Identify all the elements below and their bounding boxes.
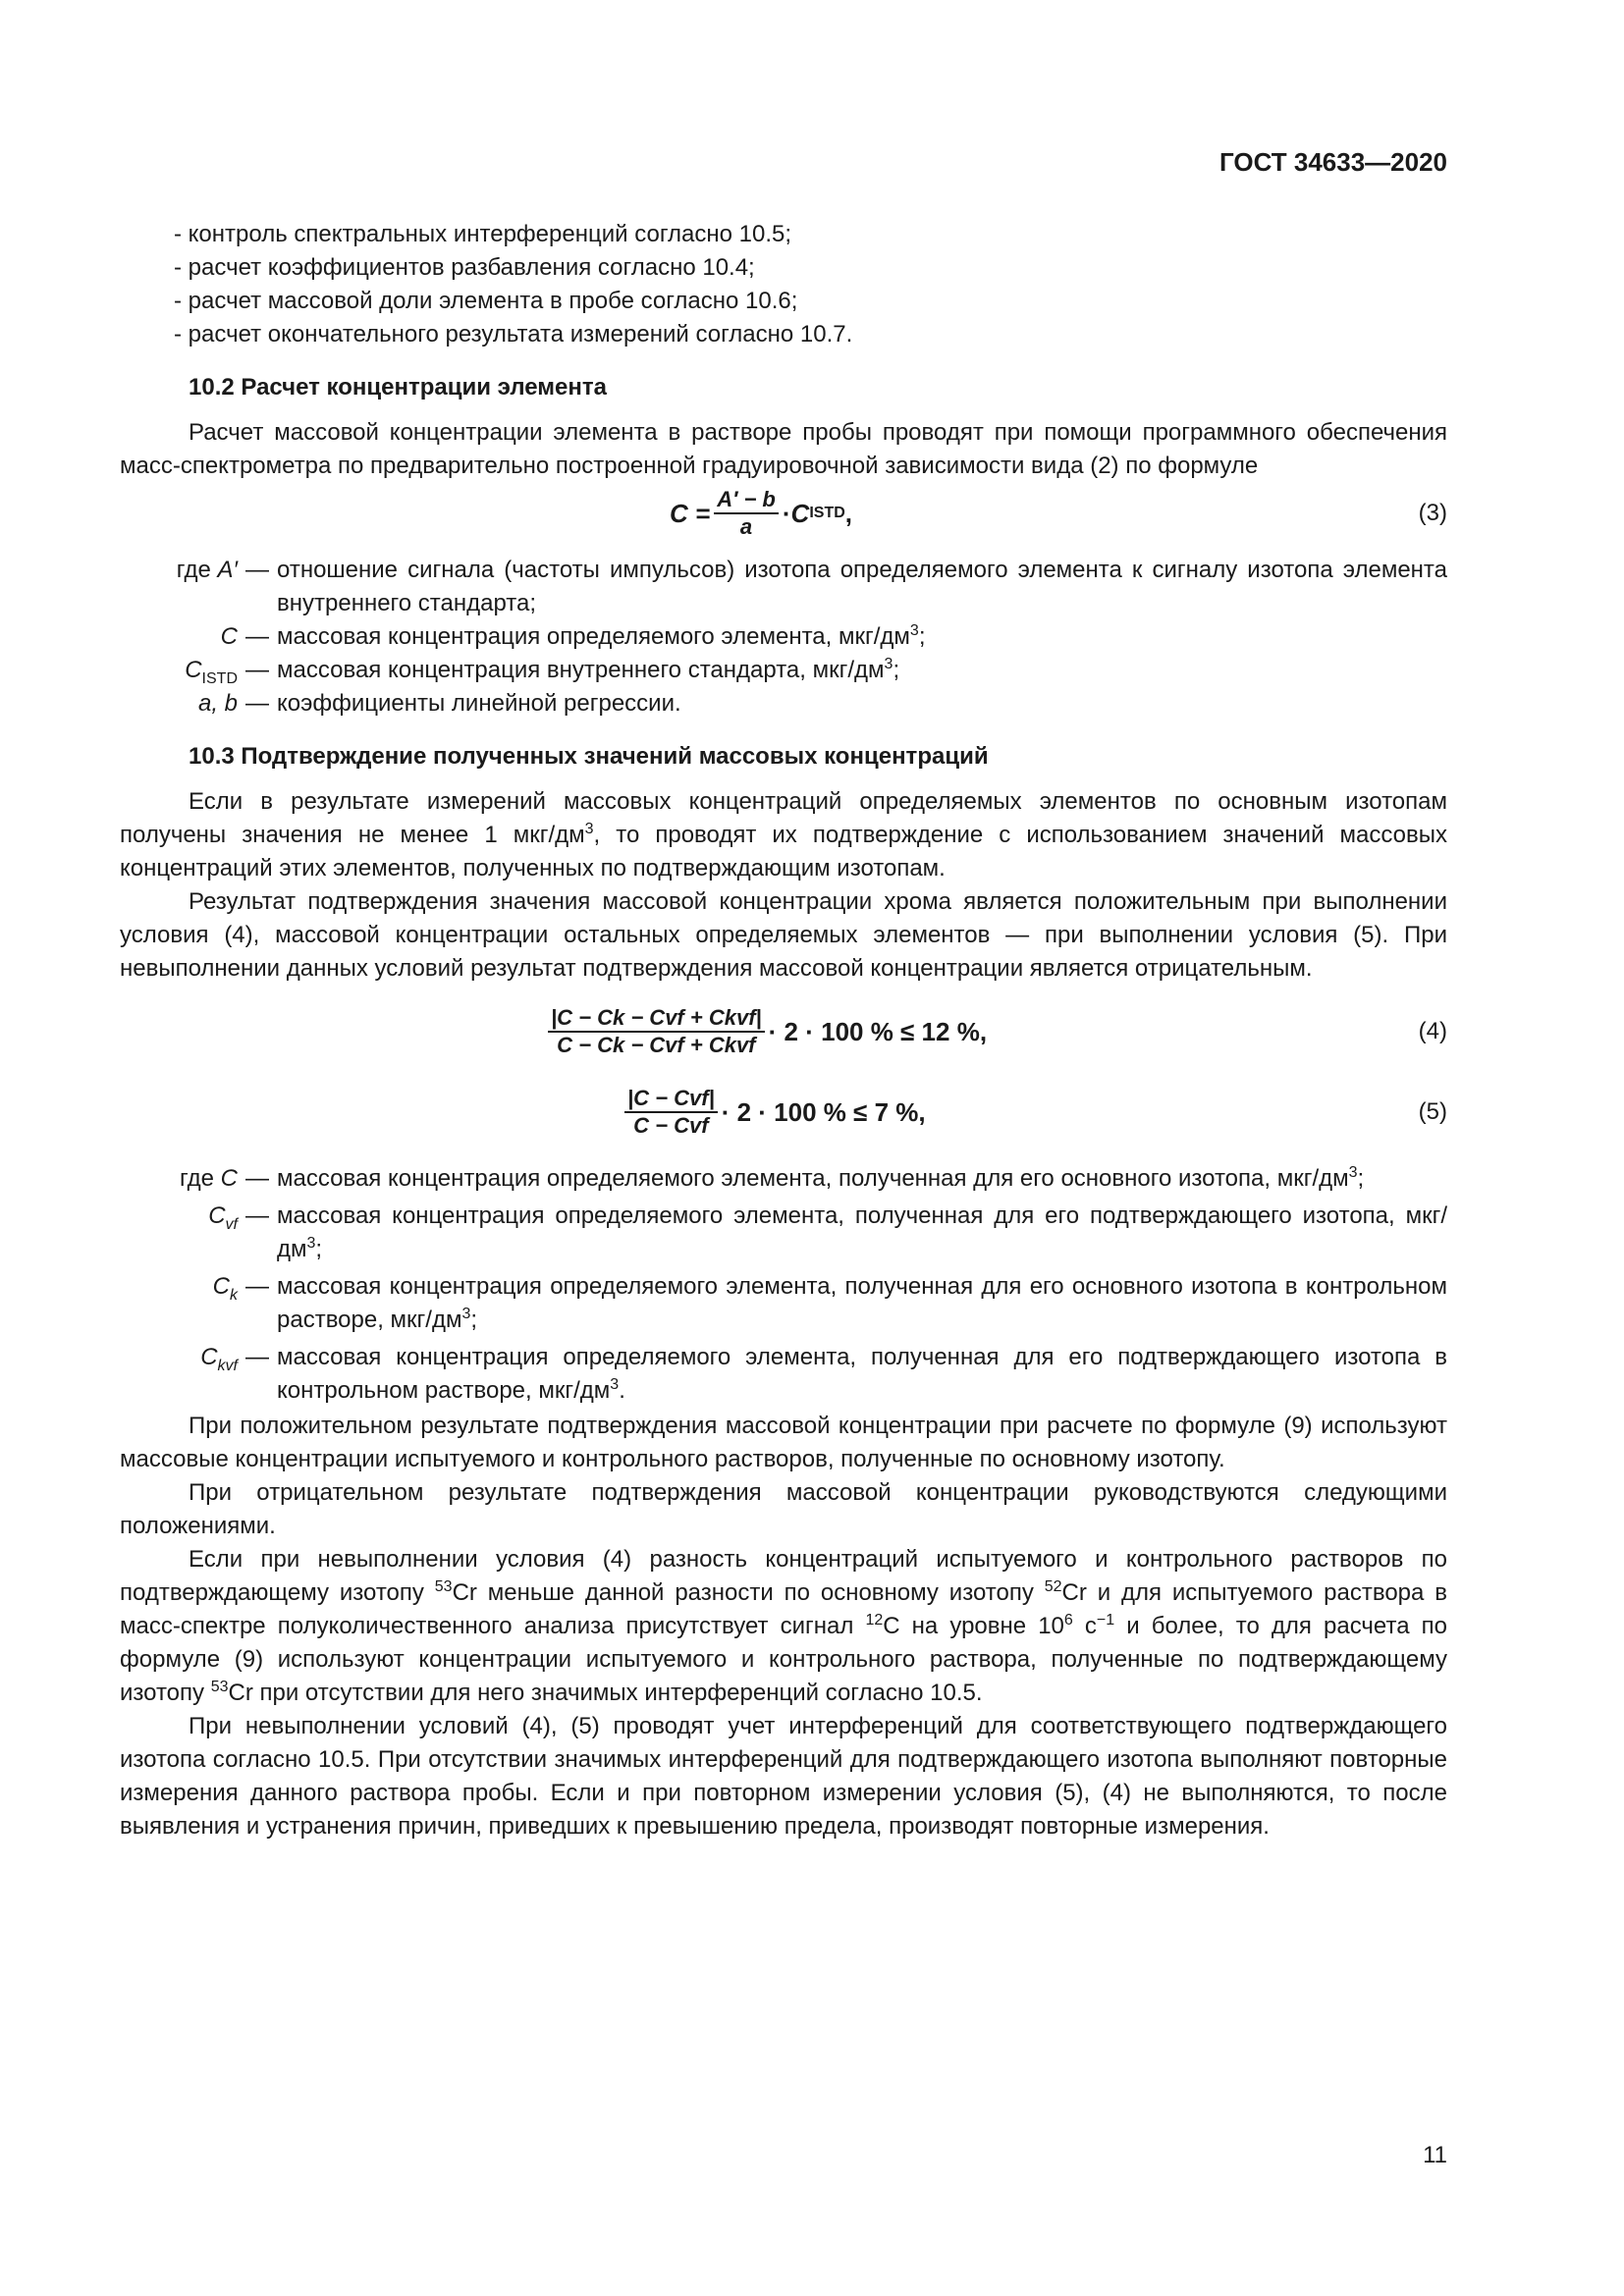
paragraph: При невыполнении условий (4), (5) проводят учет интерференций для соответствующего подтверждающего изотопа согласно 10.5. При отсутствии значимых интерференций для подтверждающего изотопа выполняют повторные измерения данного раствора пробы. Если и при повторном измерении условия (5), (4) не выполняются, то после выявления и устранения причин, приведших к превышению предела, производят повторные измерения. xyxy=(120,1713,1447,1840)
definition-end: ; xyxy=(315,1236,323,1262)
definition-term: C xyxy=(200,1344,218,1370)
term-subscript: vf xyxy=(225,1215,238,1233)
formula-tail: , xyxy=(844,499,853,528)
formula-fraction xyxy=(548,1005,765,1058)
definition-text: массовая концентрация внутреннего стандарта, мкг/дм xyxy=(277,657,885,683)
formula-3: C = $\frac{A' - b}{a}$ · C ISTD , (3) xyxy=(670,487,1447,539)
definition-dash: — xyxy=(245,1202,269,1229)
formula-number: (4) xyxy=(1418,1018,1447,1044)
paragraph: При отрицательном результате подтверждения массовой концентрации руководствуются следующими положениями. xyxy=(120,1479,1447,1539)
paragraph-text: Если в результате измерений массовых концентраций определяемых элементов по основным изотопам получены значения не менее 1 мкг/дм xyxy=(120,788,1447,848)
paragraph-text: с xyxy=(1072,1613,1097,1639)
where-label: где xyxy=(179,1165,214,1192)
superscript: −1 xyxy=(1096,1612,1115,1629)
list-item: - расчет массовой доли элемента в пробе согласно 10.6; xyxy=(174,288,798,314)
page-body xyxy=(120,218,1447,1843)
definition-term: C xyxy=(220,1165,238,1192)
definition-dash: — xyxy=(245,690,269,717)
definitions-10-2 xyxy=(120,554,1447,721)
definition-row xyxy=(120,1162,1447,1196)
formula-fraction xyxy=(624,1086,718,1139)
definition-dash: — xyxy=(245,657,269,683)
paragraph-text: и более, то для расчета по формуле (9) используют концентрации испытуемого и контрольного раствора, полученные по подтверждающему изотопу xyxy=(120,1613,1447,1706)
formula-4 xyxy=(120,995,1447,1068)
definition-row xyxy=(120,620,1447,654)
list-item: - расчет окончательного результата измерений согласно 10.7. xyxy=(174,321,853,347)
definition-text: массовая концентрация определяемого элемента, полученная для его подтверждающего изотопа, мкг/дм xyxy=(277,1202,1447,1262)
definition-term: a, b xyxy=(197,690,238,717)
list-item: - контроль спектральных интерференций согласно 10.5; xyxy=(174,221,792,247)
page-number: 11 xyxy=(1423,2142,1447,2168)
definition-dash: — xyxy=(245,557,269,583)
paragraph xyxy=(120,1543,1447,1710)
fraction-numerator: A′ − b xyxy=(714,487,779,514)
formula-number: (5) xyxy=(1418,1098,1447,1125)
formula-tail: · 2 · 100 % ≤ 12 %, xyxy=(768,1017,988,1046)
bullet-list xyxy=(120,218,1447,351)
definition-term: C xyxy=(212,1273,230,1300)
superscript: 3 xyxy=(306,1235,316,1252)
formula-operator: · xyxy=(782,499,791,528)
definition-row xyxy=(120,554,1447,620)
paragraph: Результат подтверждения значения массовой концентрации хрома является положительным при выполнении условия (4), массовой концентрации остальных определяемых элементов — при выполнении условия (5). При невыполнении данных условий результат подтверждения массовой концентрации является отрицательным. xyxy=(120,888,1447,982)
definition-dash: — xyxy=(245,1273,269,1300)
term-subscript: kvf xyxy=(217,1357,238,1374)
fraction-denominator: a xyxy=(739,514,753,539)
paragraph: При положительном результате подтверждения массовой концентрации при расчете по формуле (9) используют массовые концентрации испытуемого и контрольного растворов, полученные по основному изотопу. xyxy=(120,1413,1447,1472)
superscript: 12 xyxy=(865,1612,884,1629)
paragraph-text: , то проводят их подтверждение с использованием значений массовых концентраций этих элементов, полученных по подтверждающим изотопам. xyxy=(120,822,1448,881)
where-label: где xyxy=(176,557,211,583)
paragraph-text: Cr и для испытуемого раствора в масс-спектре полуколичественного анализа присутствует сигнал xyxy=(120,1579,1447,1639)
definition-end: ; xyxy=(1357,1165,1365,1192)
formula-lhs: C = xyxy=(670,499,711,528)
paragraph-text: Cr меньше данной разности по основному изотопу xyxy=(452,1579,1045,1606)
superscript: 6 xyxy=(1063,1612,1073,1629)
definitions-10-3 xyxy=(120,1162,1447,1408)
definition-text: массовая концентрация определяемого элемента, полученная для его подтверждающего изотопа в контрольном растворе, мкг/дм xyxy=(277,1344,1447,1404)
paragraph-text: Cr при отсутствии для него значимых интерференций согласно 10.5. xyxy=(228,1680,983,1706)
definition-row xyxy=(120,654,1447,687)
definition-term: C xyxy=(220,623,238,650)
definition-text: массовая концентрация определяемого элемента, полученная для его основного изотопа, мкг/дм xyxy=(277,1165,1349,1192)
definition-term: A′ xyxy=(217,557,238,583)
paragraph-text: C на уровне 10 xyxy=(883,1613,1064,1639)
list-item: - расчет коэффициентов разбавления согласно 10.4; xyxy=(174,254,755,281)
term-subscript: k xyxy=(230,1286,238,1304)
definition-text: массовая концентрация определяемого элемента, мкг/дм xyxy=(277,623,910,650)
fraction-denominator: C − Cvf xyxy=(633,1113,709,1138)
definition-row xyxy=(120,1341,1447,1408)
definition-dash: — xyxy=(245,623,269,650)
term-subscript: ISTD xyxy=(201,669,238,687)
superscript: 3 xyxy=(884,656,893,672)
definition-end: ; xyxy=(893,657,900,683)
definition-text: массовая концентрация определяемого элемента, полученная для его основного изотопа в контрольном растворе, мкг/дм xyxy=(277,1273,1447,1333)
formula-5 xyxy=(120,1076,1447,1148)
definition-row xyxy=(120,1270,1447,1337)
fraction-numerator: |C − Ck − Cvf + Ckvf| xyxy=(548,1005,765,1033)
document-id-header: ГОСТ 34633—2020 xyxy=(1219,147,1447,177)
superscript: 3 xyxy=(610,1376,620,1393)
formula-number: (3) xyxy=(1418,500,1447,526)
definition-end: . xyxy=(619,1377,625,1404)
superscript: 53 xyxy=(434,1578,453,1595)
fraction-denominator: C − Ck − Cvf + Ckvf xyxy=(557,1033,756,1057)
definition-term: C xyxy=(208,1202,226,1229)
paragraph xyxy=(120,785,1447,885)
definition-dash: — xyxy=(245,1344,269,1370)
definition-text: отношение сигнала (частоты импульсов) изотопа определяемого элемента к сигналу изотопа элемента внутреннего стандарта; xyxy=(277,557,1447,616)
definition-row xyxy=(120,687,1447,721)
definition-end: ; xyxy=(470,1307,478,1333)
fraction-numerator: |C − Cvf| xyxy=(624,1086,718,1113)
definition-dash: — xyxy=(245,1165,269,1192)
formula-tail: · 2 · 100 % ≤ 7 %, xyxy=(721,1097,926,1127)
definition-row xyxy=(120,1200,1447,1266)
superscript: 3 xyxy=(461,1306,471,1322)
formula-fraction xyxy=(714,487,779,540)
formula-term: C xyxy=(790,499,810,528)
superscript: 3 xyxy=(1348,1164,1358,1181)
superscript: 3 xyxy=(909,622,919,639)
paragraph: Расчет массовой концентрации элемента в растворе пробы проводят при помощи программного обеспечения масс-спектрометра по предварительно построенной градуировочной зависимости вида (2) по формуле xyxy=(120,419,1447,479)
definition-term: C xyxy=(185,657,202,683)
section-heading-10-3: 10.3 Подтверждение полученных значений массовых концентраций xyxy=(189,743,989,770)
superscript: 53 xyxy=(210,1679,229,1695)
definition-text: коэффициенты линейной регрессии. xyxy=(277,690,681,717)
superscript: 52 xyxy=(1044,1578,1062,1595)
section-heading-10-2: 10.2 Расчет концентрации элемента xyxy=(189,374,607,400)
paragraph-text: Если при невыполнении условия (4) разность концентраций испытуемого и контрольного растворов по подтверждающему изотопу xyxy=(120,1546,1447,1606)
definition-end: ; xyxy=(918,623,926,650)
superscript: 3 xyxy=(584,821,594,837)
